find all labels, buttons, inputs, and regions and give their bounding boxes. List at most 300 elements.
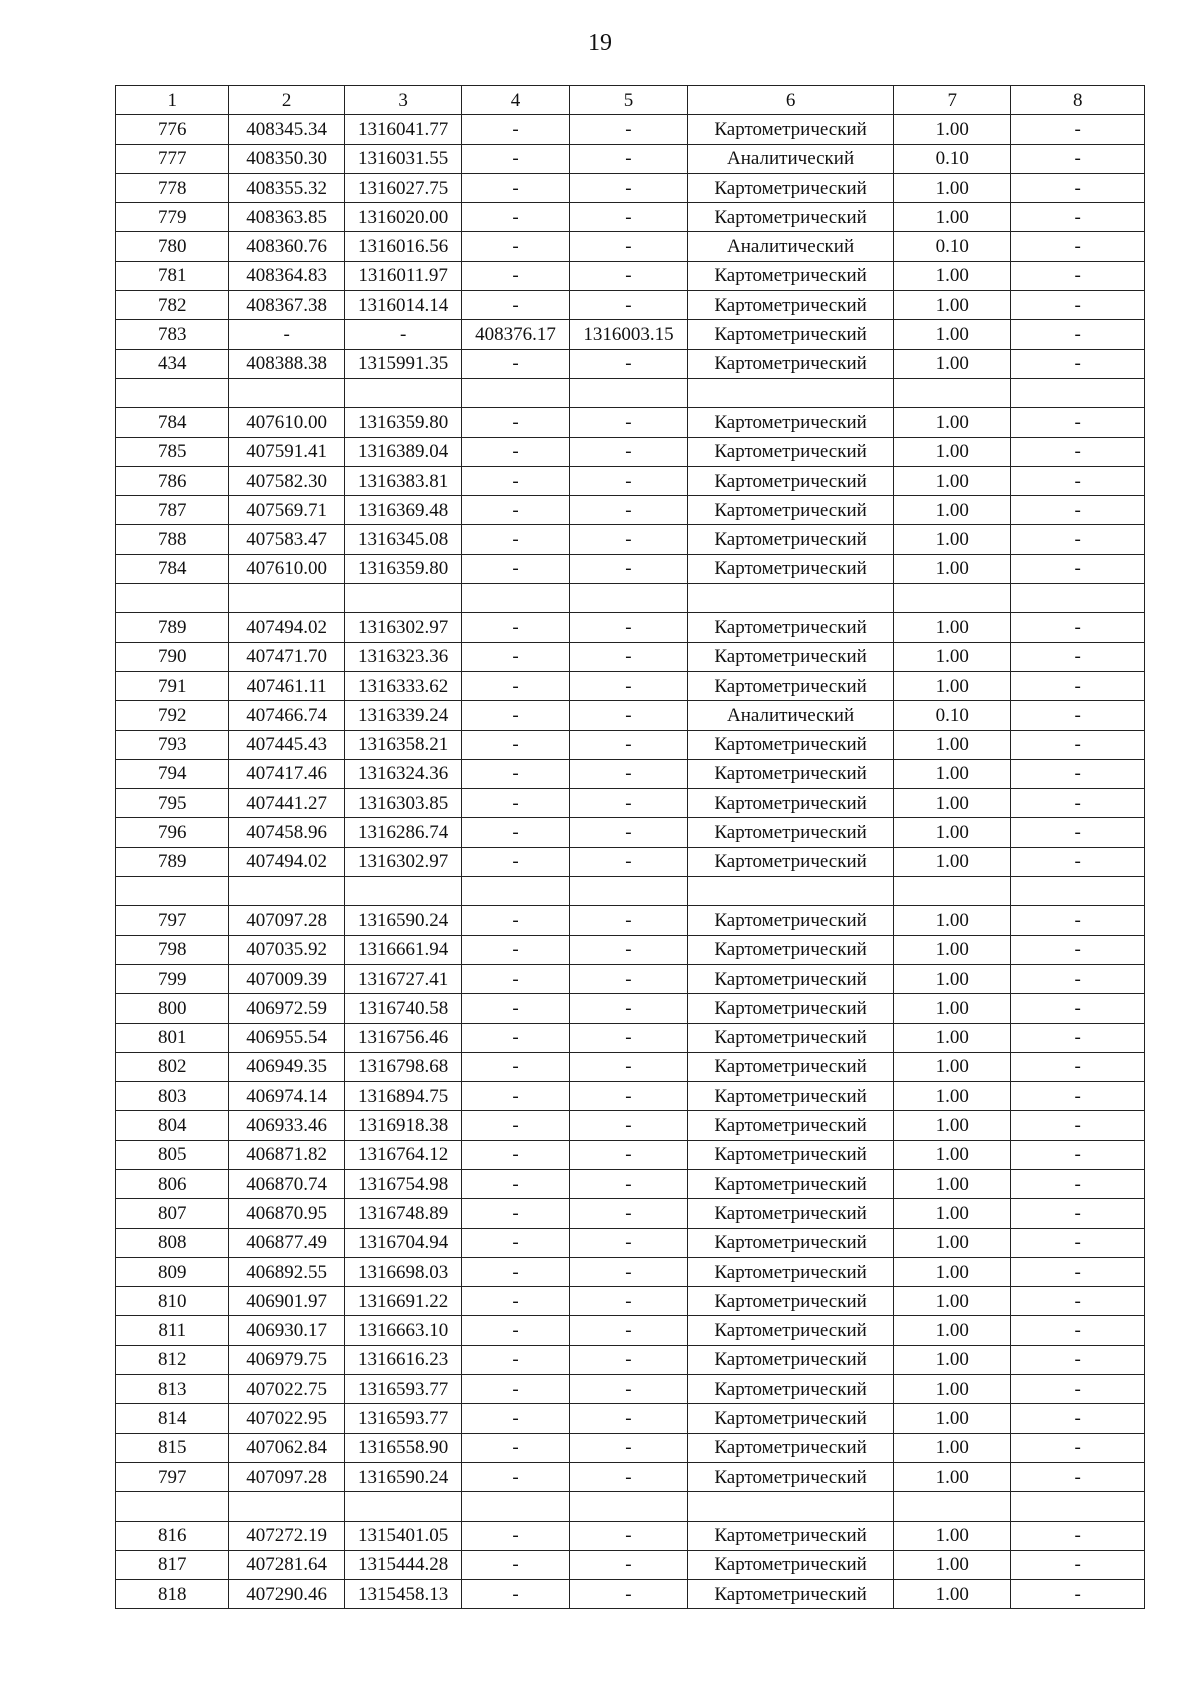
table-row — [116, 554, 1145, 583]
table-cell: 811 — [116, 1316, 229, 1345]
empty-cell — [893, 1492, 1010, 1521]
table-cell: - — [462, 789, 569, 818]
table-cell: Картометрический — [688, 906, 894, 935]
table-cell: - — [462, 437, 569, 466]
table-cell: Картометрический — [688, 1228, 894, 1257]
table-cell: - — [462, 525, 569, 554]
table-cell: - — [1011, 1199, 1145, 1228]
table-cell: 1.00 — [893, 642, 1010, 671]
table-cell: - — [462, 115, 569, 144]
table-cell: Картометрический — [688, 1433, 894, 1462]
table-row — [116, 1550, 1145, 1579]
table-cell: 1316011.97 — [344, 261, 461, 290]
table-cell: 0.10 — [893, 701, 1010, 730]
table-cell: 1.00 — [893, 1199, 1010, 1228]
table-cell: 406871.82 — [229, 1140, 344, 1169]
table-cell: 407471.70 — [229, 642, 344, 671]
table-cell: - — [569, 525, 687, 554]
table-cell: 802 — [116, 1052, 229, 1081]
table-cell: - — [569, 1316, 687, 1345]
table-cell: Аналитический — [688, 232, 894, 261]
table-cell: 407022.95 — [229, 1404, 344, 1433]
table-cell: 1316345.08 — [344, 525, 461, 554]
table-cell: - — [1011, 115, 1145, 144]
table-cell: 1316748.89 — [344, 1199, 461, 1228]
table-cell: 1316558.90 — [344, 1433, 461, 1462]
table-cell: 406877.49 — [229, 1228, 344, 1257]
table-cell: - — [569, 1169, 687, 1198]
page-number: 19 — [588, 30, 612, 56]
table-cell: - — [462, 935, 569, 964]
table-cell: 407281.64 — [229, 1550, 344, 1579]
table-cell: - — [344, 320, 461, 349]
table-cell: 406949.35 — [229, 1052, 344, 1081]
table-cell: 407461.11 — [229, 671, 344, 700]
header-cell: 7 — [893, 86, 1010, 115]
table-row — [116, 818, 1145, 847]
table-cell: 407582.30 — [229, 466, 344, 495]
table-cell: - — [569, 1228, 687, 1257]
table-cell: Картометрический — [688, 1287, 894, 1316]
table-cell: 778 — [116, 173, 229, 202]
table-cell: 1316359.80 — [344, 554, 461, 583]
table-cell: - — [1011, 320, 1145, 349]
table-row — [116, 935, 1145, 964]
table-cell: - — [1011, 964, 1145, 993]
table-cell: - — [462, 642, 569, 671]
table-cell: Картометрический — [688, 349, 894, 378]
table-cell: - — [462, 613, 569, 642]
table-cell: 407569.71 — [229, 496, 344, 525]
empty-cell — [688, 1492, 894, 1521]
empty-cell — [569, 1492, 687, 1521]
table-cell: Картометрический — [688, 554, 894, 583]
header-cell: 2 — [229, 86, 344, 115]
header-cell: 4 — [462, 86, 569, 115]
table-cell: - — [462, 349, 569, 378]
table-cell: - — [1011, 1316, 1145, 1345]
empty-cell — [229, 584, 344, 613]
table-cell: - — [1011, 408, 1145, 437]
table-cell: - — [1011, 1052, 1145, 1081]
table-row — [116, 291, 1145, 320]
empty-cell — [462, 584, 569, 613]
table-cell: 406972.59 — [229, 994, 344, 1023]
table-row — [116, 1111, 1145, 1140]
table-row — [116, 349, 1145, 378]
table-row — [116, 964, 1145, 993]
table-cell: 1.00 — [893, 437, 1010, 466]
table-cell: - — [569, 291, 687, 320]
table-cell: 407290.46 — [229, 1580, 344, 1609]
table-cell: 1316756.46 — [344, 1023, 461, 1052]
table-cell: 797 — [116, 906, 229, 935]
table-row — [116, 1316, 1145, 1345]
table-cell: 1.00 — [893, 554, 1010, 583]
table-cell: - — [462, 1404, 569, 1433]
table-cell: - — [569, 115, 687, 144]
table-cell: 1.00 — [893, 525, 1010, 554]
table-cell: 803 — [116, 1082, 229, 1111]
table-cell: - — [1011, 1433, 1145, 1462]
table-cell: 1316593.77 — [344, 1375, 461, 1404]
table-cell: - — [1011, 1111, 1145, 1140]
table-cell: 1316894.75 — [344, 1082, 461, 1111]
table-cell: - — [1011, 525, 1145, 554]
table-cell: - — [462, 466, 569, 495]
table-cell: 408364.83 — [229, 261, 344, 290]
table-cell: 1316663.10 — [344, 1316, 461, 1345]
table-row — [116, 1023, 1145, 1052]
empty-cell — [688, 378, 894, 407]
table-cell: - — [1011, 261, 1145, 290]
table-cell: - — [462, 291, 569, 320]
empty-cell — [229, 1492, 344, 1521]
table-cell: 806 — [116, 1169, 229, 1198]
table-cell: - — [462, 671, 569, 700]
table-cell: 1315444.28 — [344, 1550, 461, 1579]
table-row — [116, 144, 1145, 173]
table-cell: Картометрический — [688, 1580, 894, 1609]
table-cell: 406979.75 — [229, 1345, 344, 1374]
table-cell: 408355.32 — [229, 173, 344, 202]
table-cell: 1.00 — [893, 1052, 1010, 1081]
header-cell: 5 — [569, 86, 687, 115]
table-row — [116, 115, 1145, 144]
empty-cell — [462, 1492, 569, 1521]
table-cell: 407009.39 — [229, 964, 344, 993]
table-cell: 0.10 — [893, 144, 1010, 173]
table-cell: 1316027.75 — [344, 173, 461, 202]
table-cell: - — [569, 173, 687, 202]
table-cell: 1316616.23 — [344, 1345, 461, 1374]
table-row — [116, 642, 1145, 671]
table-cell: 1316302.97 — [344, 847, 461, 876]
table-cell: - — [569, 1023, 687, 1052]
table-cell: Картометрический — [688, 1404, 894, 1433]
empty-cell — [569, 584, 687, 613]
table-cell: - — [569, 701, 687, 730]
table-cell: 781 — [116, 261, 229, 290]
table-cell: - — [569, 1140, 687, 1169]
table-cell: - — [569, 818, 687, 847]
table-cell: - — [569, 1521, 687, 1550]
table-cell: 1.00 — [893, 1550, 1010, 1579]
table-cell: 1.00 — [893, 1228, 1010, 1257]
table-cell: - — [569, 1052, 687, 1081]
table-row — [116, 1257, 1145, 1286]
table-cell: Картометрический — [688, 1023, 894, 1052]
table-cell: - — [569, 1580, 687, 1609]
table-cell: - — [1011, 291, 1145, 320]
table-cell: - — [462, 261, 569, 290]
table-cell: Картометрический — [688, 1316, 894, 1345]
empty-cell — [229, 378, 344, 407]
table-row — [116, 730, 1145, 759]
empty-cell — [229, 877, 344, 906]
table-cell: Картометрический — [688, 1345, 894, 1374]
table-cell: - — [569, 847, 687, 876]
table-row — [116, 261, 1145, 290]
empty-cell — [344, 584, 461, 613]
table-cell: 1.00 — [893, 994, 1010, 1023]
table-cell: 1316302.97 — [344, 613, 461, 642]
table-cell: 801 — [116, 1023, 229, 1052]
table-cell: 1316918.38 — [344, 1111, 461, 1140]
separator-row — [116, 1492, 1145, 1521]
table-cell: - — [1011, 437, 1145, 466]
table-cell: 408350.30 — [229, 144, 344, 173]
table-cell: - — [462, 408, 569, 437]
table-cell: Картометрический — [688, 261, 894, 290]
header-cell: 6 — [688, 86, 894, 115]
table-cell: - — [569, 789, 687, 818]
table-cell: Картометрический — [688, 613, 894, 642]
table-cell: 407466.74 — [229, 701, 344, 730]
table-cell: 407035.92 — [229, 935, 344, 964]
table-cell: - — [462, 1257, 569, 1286]
table-row — [116, 1140, 1145, 1169]
table-row — [116, 1433, 1145, 1462]
table-cell: - — [1011, 935, 1145, 964]
table-cell: - — [1011, 1140, 1145, 1169]
table-cell: - — [1011, 1287, 1145, 1316]
table-row — [116, 320, 1145, 349]
header-cell: 3 — [344, 86, 461, 115]
table-cell: 1.00 — [893, 1462, 1010, 1491]
table-cell: 776 — [116, 115, 229, 144]
table-cell: - — [569, 1462, 687, 1491]
table-row — [116, 994, 1145, 1023]
table-cell: 813 — [116, 1375, 229, 1404]
table-cell: - — [229, 320, 344, 349]
table-cell: - — [569, 1082, 687, 1111]
table-cell: - — [462, 964, 569, 993]
table-cell: 406870.74 — [229, 1169, 344, 1198]
table-cell: 407591.41 — [229, 437, 344, 466]
table-cell: 407417.46 — [229, 759, 344, 788]
table-cell: 1.00 — [893, 1287, 1010, 1316]
table-cell: - — [569, 613, 687, 642]
table-cell: 1.00 — [893, 964, 1010, 993]
table-cell: 406933.46 — [229, 1111, 344, 1140]
table-cell: 1.00 — [893, 1023, 1010, 1052]
empty-cell — [569, 378, 687, 407]
empty-cell — [344, 1492, 461, 1521]
table-cell: 1.00 — [893, 671, 1010, 700]
table-cell: 777 — [116, 144, 229, 173]
table-cell: - — [569, 1404, 687, 1433]
table-cell: - — [462, 1287, 569, 1316]
table-cell: 1316590.24 — [344, 906, 461, 935]
table-cell: Картометрический — [688, 320, 894, 349]
table-row — [116, 1345, 1145, 1374]
table-cell: 406955.54 — [229, 1023, 344, 1052]
table-row — [116, 701, 1145, 730]
table-cell: - — [462, 144, 569, 173]
table-cell: 782 — [116, 291, 229, 320]
table-cell: - — [462, 173, 569, 202]
table-cell: - — [1011, 1580, 1145, 1609]
table-cell: 1316031.55 — [344, 144, 461, 173]
table-cell: 1316016.56 — [344, 232, 461, 261]
table-cell: 1.00 — [893, 466, 1010, 495]
table-cell: 1315991.35 — [344, 349, 461, 378]
table-cell: 815 — [116, 1433, 229, 1462]
table-cell: - — [569, 642, 687, 671]
table-cell: 406870.95 — [229, 1199, 344, 1228]
table-cell: - — [1011, 1462, 1145, 1491]
table-cell: - — [1011, 671, 1145, 700]
table-cell: 784 — [116, 554, 229, 583]
table-cell: 1316359.80 — [344, 408, 461, 437]
table-cell: 797 — [116, 1462, 229, 1491]
table-cell: 1.00 — [893, 203, 1010, 232]
table-cell: 789 — [116, 613, 229, 642]
table-cell: 1.00 — [893, 847, 1010, 876]
table-cell: - — [462, 1140, 569, 1169]
table-cell: 1316698.03 — [344, 1257, 461, 1286]
empty-cell — [116, 584, 229, 613]
table-cell: - — [569, 1287, 687, 1316]
separator-row — [116, 378, 1145, 407]
table-cell: 1316740.58 — [344, 994, 461, 1023]
table-cell: 798 — [116, 935, 229, 964]
empty-cell — [462, 877, 569, 906]
table-cell: - — [462, 1580, 569, 1609]
header-row — [116, 86, 1145, 115]
table-cell: 816 — [116, 1521, 229, 1550]
table-cell: 1.00 — [893, 1404, 1010, 1433]
table-cell: - — [462, 1023, 569, 1052]
table-cell: Картометрический — [688, 1462, 894, 1491]
table-cell: - — [1011, 1023, 1145, 1052]
table-cell: - — [569, 261, 687, 290]
table-cell: - — [569, 671, 687, 700]
table-cell: Картометрический — [688, 1082, 894, 1111]
table-row — [116, 1052, 1145, 1081]
table-cell: Картометрический — [688, 496, 894, 525]
table-cell: 408345.34 — [229, 115, 344, 144]
table-row — [116, 1375, 1145, 1404]
table-row — [116, 232, 1145, 261]
table-row — [116, 847, 1145, 876]
table-cell: 406930.17 — [229, 1316, 344, 1345]
table-cell: 1.00 — [893, 408, 1010, 437]
table-cell: Картометрический — [688, 1375, 894, 1404]
table-cell: 1316323.36 — [344, 642, 461, 671]
table-cell: - — [1011, 1375, 1145, 1404]
table-cell: 407062.84 — [229, 1433, 344, 1462]
table-cell: 789 — [116, 847, 229, 876]
table-cell: - — [569, 232, 687, 261]
table-cell: - — [462, 1169, 569, 1198]
table-cell: - — [462, 1199, 569, 1228]
table-cell: 786 — [116, 466, 229, 495]
table-cell: 1315401.05 — [344, 1521, 461, 1550]
table-row — [116, 466, 1145, 495]
table-cell: - — [462, 1052, 569, 1081]
table-cell: 817 — [116, 1550, 229, 1579]
table-cell: - — [462, 759, 569, 788]
table-cell: - — [569, 994, 687, 1023]
table-cell: 1316691.22 — [344, 1287, 461, 1316]
table-cell: 1.00 — [893, 1375, 1010, 1404]
table-cell: - — [1011, 759, 1145, 788]
table-cell: 408367.38 — [229, 291, 344, 320]
table-cell: 1315458.13 — [344, 1580, 461, 1609]
table-cell: - — [1011, 203, 1145, 232]
table-cell: 792 — [116, 701, 229, 730]
table-cell: 785 — [116, 437, 229, 466]
table-cell: - — [1011, 906, 1145, 935]
table-row — [116, 1521, 1145, 1550]
table-cell: Картометрический — [688, 115, 894, 144]
table-cell: 1.00 — [893, 173, 1010, 202]
table-cell: - — [462, 1228, 569, 1257]
table-cell: 1316764.12 — [344, 1140, 461, 1169]
table-cell: - — [569, 554, 687, 583]
table-cell: 793 — [116, 730, 229, 759]
table-cell: Картометрический — [688, 1257, 894, 1286]
table-cell: 406892.55 — [229, 1257, 344, 1286]
table-cell: 406974.14 — [229, 1082, 344, 1111]
empty-cell — [893, 877, 1010, 906]
table-cell: 783 — [116, 320, 229, 349]
table-row — [116, 1082, 1145, 1111]
header-cell: 1 — [116, 86, 229, 115]
table-row — [116, 1287, 1145, 1316]
table-cell: 408388.38 — [229, 349, 344, 378]
table-cell: 796 — [116, 818, 229, 847]
table-cell: - — [1011, 173, 1145, 202]
table-cell: - — [462, 1550, 569, 1579]
table-cell: Картометрический — [688, 1169, 894, 1198]
table-cell: 1316704.94 — [344, 1228, 461, 1257]
table-cell: 1316590.24 — [344, 1462, 461, 1491]
table-cell: 1316324.36 — [344, 759, 461, 788]
table-cell: 1316383.81 — [344, 466, 461, 495]
table-cell: - — [462, 496, 569, 525]
table-cell: 1.00 — [893, 115, 1010, 144]
table-cell: - — [462, 232, 569, 261]
table-body — [116, 115, 1145, 1609]
table-cell: - — [1011, 349, 1145, 378]
table-cell: 799 — [116, 964, 229, 993]
table-cell: Картометрический — [688, 1052, 894, 1081]
table-cell: Картометрический — [688, 759, 894, 788]
table-cell: Картометрический — [688, 203, 894, 232]
table-row — [116, 1462, 1145, 1491]
table-cell: Картометрический — [688, 818, 894, 847]
table-cell: - — [1011, 1169, 1145, 1198]
table-cell: Картометрический — [688, 935, 894, 964]
table-cell: - — [1011, 1345, 1145, 1374]
table-cell: - — [569, 759, 687, 788]
table-cell: 407022.75 — [229, 1375, 344, 1404]
table-cell: - — [569, 349, 687, 378]
table-cell: - — [569, 1257, 687, 1286]
table-cell: 407583.47 — [229, 525, 344, 554]
table-cell: Картометрический — [688, 437, 894, 466]
table-cell: 1.00 — [893, 613, 1010, 642]
header-cell: 8 — [1011, 86, 1145, 115]
table-cell: 1.00 — [893, 349, 1010, 378]
table-cell: 1.00 — [893, 906, 1010, 935]
table-header — [116, 86, 1145, 115]
empty-cell — [116, 877, 229, 906]
coordinates-table — [115, 85, 1145, 1609]
